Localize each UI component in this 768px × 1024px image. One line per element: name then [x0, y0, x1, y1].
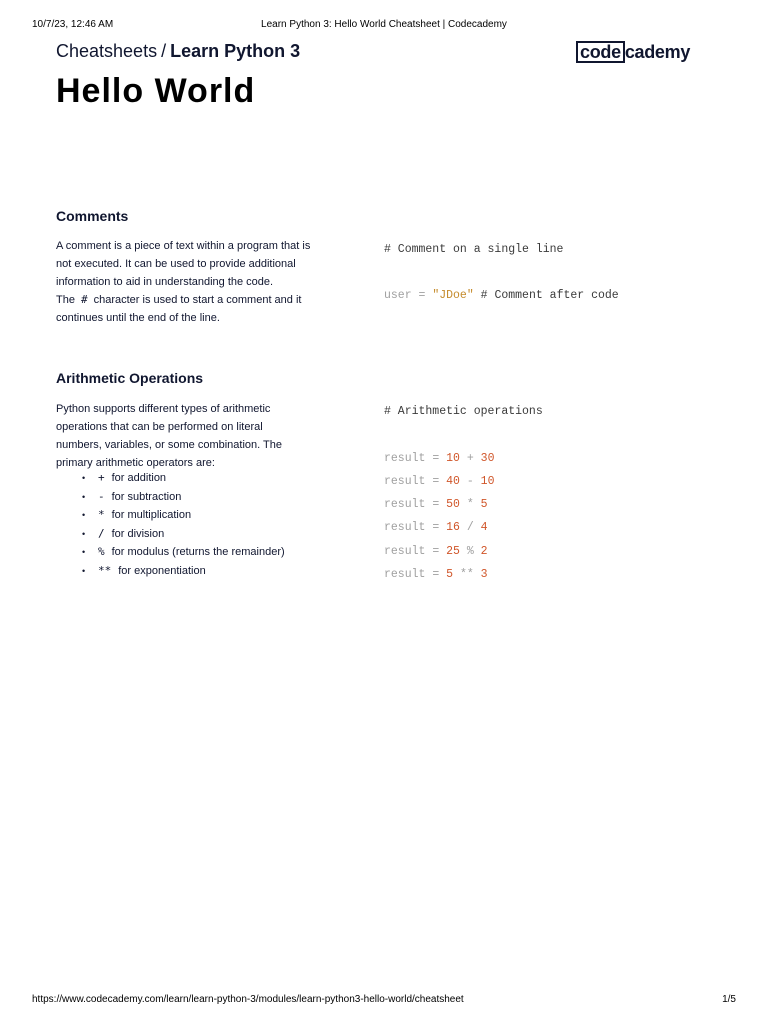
code-number: 3	[480, 568, 488, 581]
breadcrumb-current[interactable]: Learn Python 3	[170, 41, 301, 61]
operator-list	[56, 469, 356, 580]
bullet-icon: •	[82, 565, 86, 576]
code-variable: result	[384, 452, 426, 465]
arithmetic-code-line	[384, 498, 488, 511]
code-number: 50	[446, 498, 460, 511]
code-operator: =	[411, 289, 433, 302]
operator-symbol: -	[98, 489, 105, 503]
comments-text-2-before: The	[56, 294, 75, 306]
operator-symbol: +	[98, 471, 105, 484]
code-string: "JDoe"	[432, 289, 474, 302]
print-header	[32, 19, 736, 31]
arithmetic-code-line	[384, 568, 488, 581]
codecademy-logo[interactable]	[576, 40, 690, 64]
code-number: 2	[480, 545, 488, 558]
comments-text-2	[56, 291, 326, 327]
code-assign: =	[425, 452, 447, 465]
code-number: 30	[480, 452, 495, 465]
list-item	[56, 506, 356, 525]
page-title: Hello World	[56, 72, 256, 110]
code-number: 5	[446, 568, 454, 581]
print-datetime: 10/7/23, 12:46 AM	[32, 19, 114, 30]
operator-symbol: %	[98, 545, 105, 558]
breadcrumb-cheatsheets-link[interactable]: Cheatsheets	[56, 41, 158, 61]
code-number: 10	[480, 475, 495, 488]
bullet-icon: •	[82, 528, 86, 539]
code-operator: %	[459, 545, 481, 558]
code-comment: # Comment after code	[473, 289, 619, 302]
hash-inline-code: #	[80, 293, 88, 306]
print-footer	[32, 994, 736, 1006]
operator-description: for modulus (returns the remainder)	[111, 546, 285, 558]
code-number: 40	[446, 475, 460, 488]
code-number: 10	[446, 452, 460, 465]
code-operator: **	[453, 568, 481, 581]
code-variable: result	[384, 568, 426, 581]
bullet-icon: •	[82, 547, 86, 557]
page-url[interactable]: https://www.codecademy.com/learn/learn-python-3/modules/learn-python3-hello-world/cheatsheet	[32, 994, 464, 1005]
comments-text-2-after: character is used to start a comment and it continues until the end of the line.	[56, 294, 302, 324]
code-assign: =	[425, 568, 447, 581]
list-item	[56, 562, 356, 581]
breadcrumb-separator: /	[161, 41, 167, 61]
comments-text-1: A comment is a piece of text within a program that is not executed. It can be used to provide additional information to aid in understanding the code.	[56, 240, 311, 288]
code-assign: =	[425, 498, 447, 511]
arithmetic-code-line	[384, 545, 488, 558]
operator-symbol: /	[98, 526, 105, 540]
comments-description	[56, 237, 326, 327]
operator-description: for exponentiation	[118, 564, 206, 577]
operator-description: for multiplication	[111, 509, 192, 521]
arithmetic-code-line	[384, 521, 488, 534]
operator-description: for subtraction	[111, 490, 182, 503]
code-comment: # Arithmetic operations	[384, 405, 543, 418]
code-variable: user	[384, 289, 412, 302]
code-variable: result	[384, 521, 426, 534]
code-operator: -	[459, 475, 481, 488]
arithmetic-code-comment	[384, 405, 543, 418]
comments-code-line-1	[384, 243, 563, 256]
list-item	[56, 488, 356, 507]
code-assign: =	[425, 475, 447, 488]
code-comment: # Comment on a single line	[384, 243, 564, 256]
operator-description: for addition	[111, 472, 167, 484]
logo-boxed-text: code	[576, 41, 625, 63]
print-document-title: Learn Python 3: Hello World Cheatsheet | Codecademy	[261, 19, 507, 30]
arithmetic-heading: Arithmetic Operations	[56, 370, 204, 386]
breadcrumb	[56, 41, 300, 62]
code-number: 16	[446, 521, 460, 534]
code-operator: *	[459, 498, 481, 511]
arithmetic-code-line	[384, 475, 494, 488]
code-variable: result	[384, 545, 426, 558]
code-variable: result	[384, 498, 426, 511]
operator-symbol: *	[98, 508, 105, 521]
logo-rest-text: cademy	[624, 42, 691, 62]
code-variable: result	[384, 475, 426, 488]
list-item	[56, 525, 356, 544]
arithmetic-code-line	[384, 452, 494, 465]
bullet-icon: •	[82, 491, 86, 502]
operator-description: for division	[111, 527, 165, 540]
code-assign: =	[425, 545, 447, 558]
code-assign: =	[425, 521, 447, 534]
code-number: 4	[480, 521, 488, 534]
code-number: 5	[480, 498, 488, 511]
code-number: 25	[446, 545, 460, 558]
list-item	[56, 543, 356, 562]
list-item	[56, 469, 356, 488]
arithmetic-description	[56, 400, 296, 472]
comments-code-line-2	[384, 289, 619, 302]
bullet-icon: •	[82, 473, 86, 483]
operator-symbol: **	[98, 563, 112, 577]
bullet-icon: •	[82, 510, 86, 520]
code-operator: +	[459, 452, 481, 465]
arithmetic-intro: Python supports different types of arithmetic operations that can be performed on literal numbers, variables, or some combination. The primary arithmetic operators are:	[56, 403, 283, 469]
operator-list-container	[56, 469, 356, 580]
code-operator: /	[459, 521, 481, 534]
comments-heading: Comments	[56, 208, 129, 224]
page-number: 1/5	[722, 994, 736, 1005]
